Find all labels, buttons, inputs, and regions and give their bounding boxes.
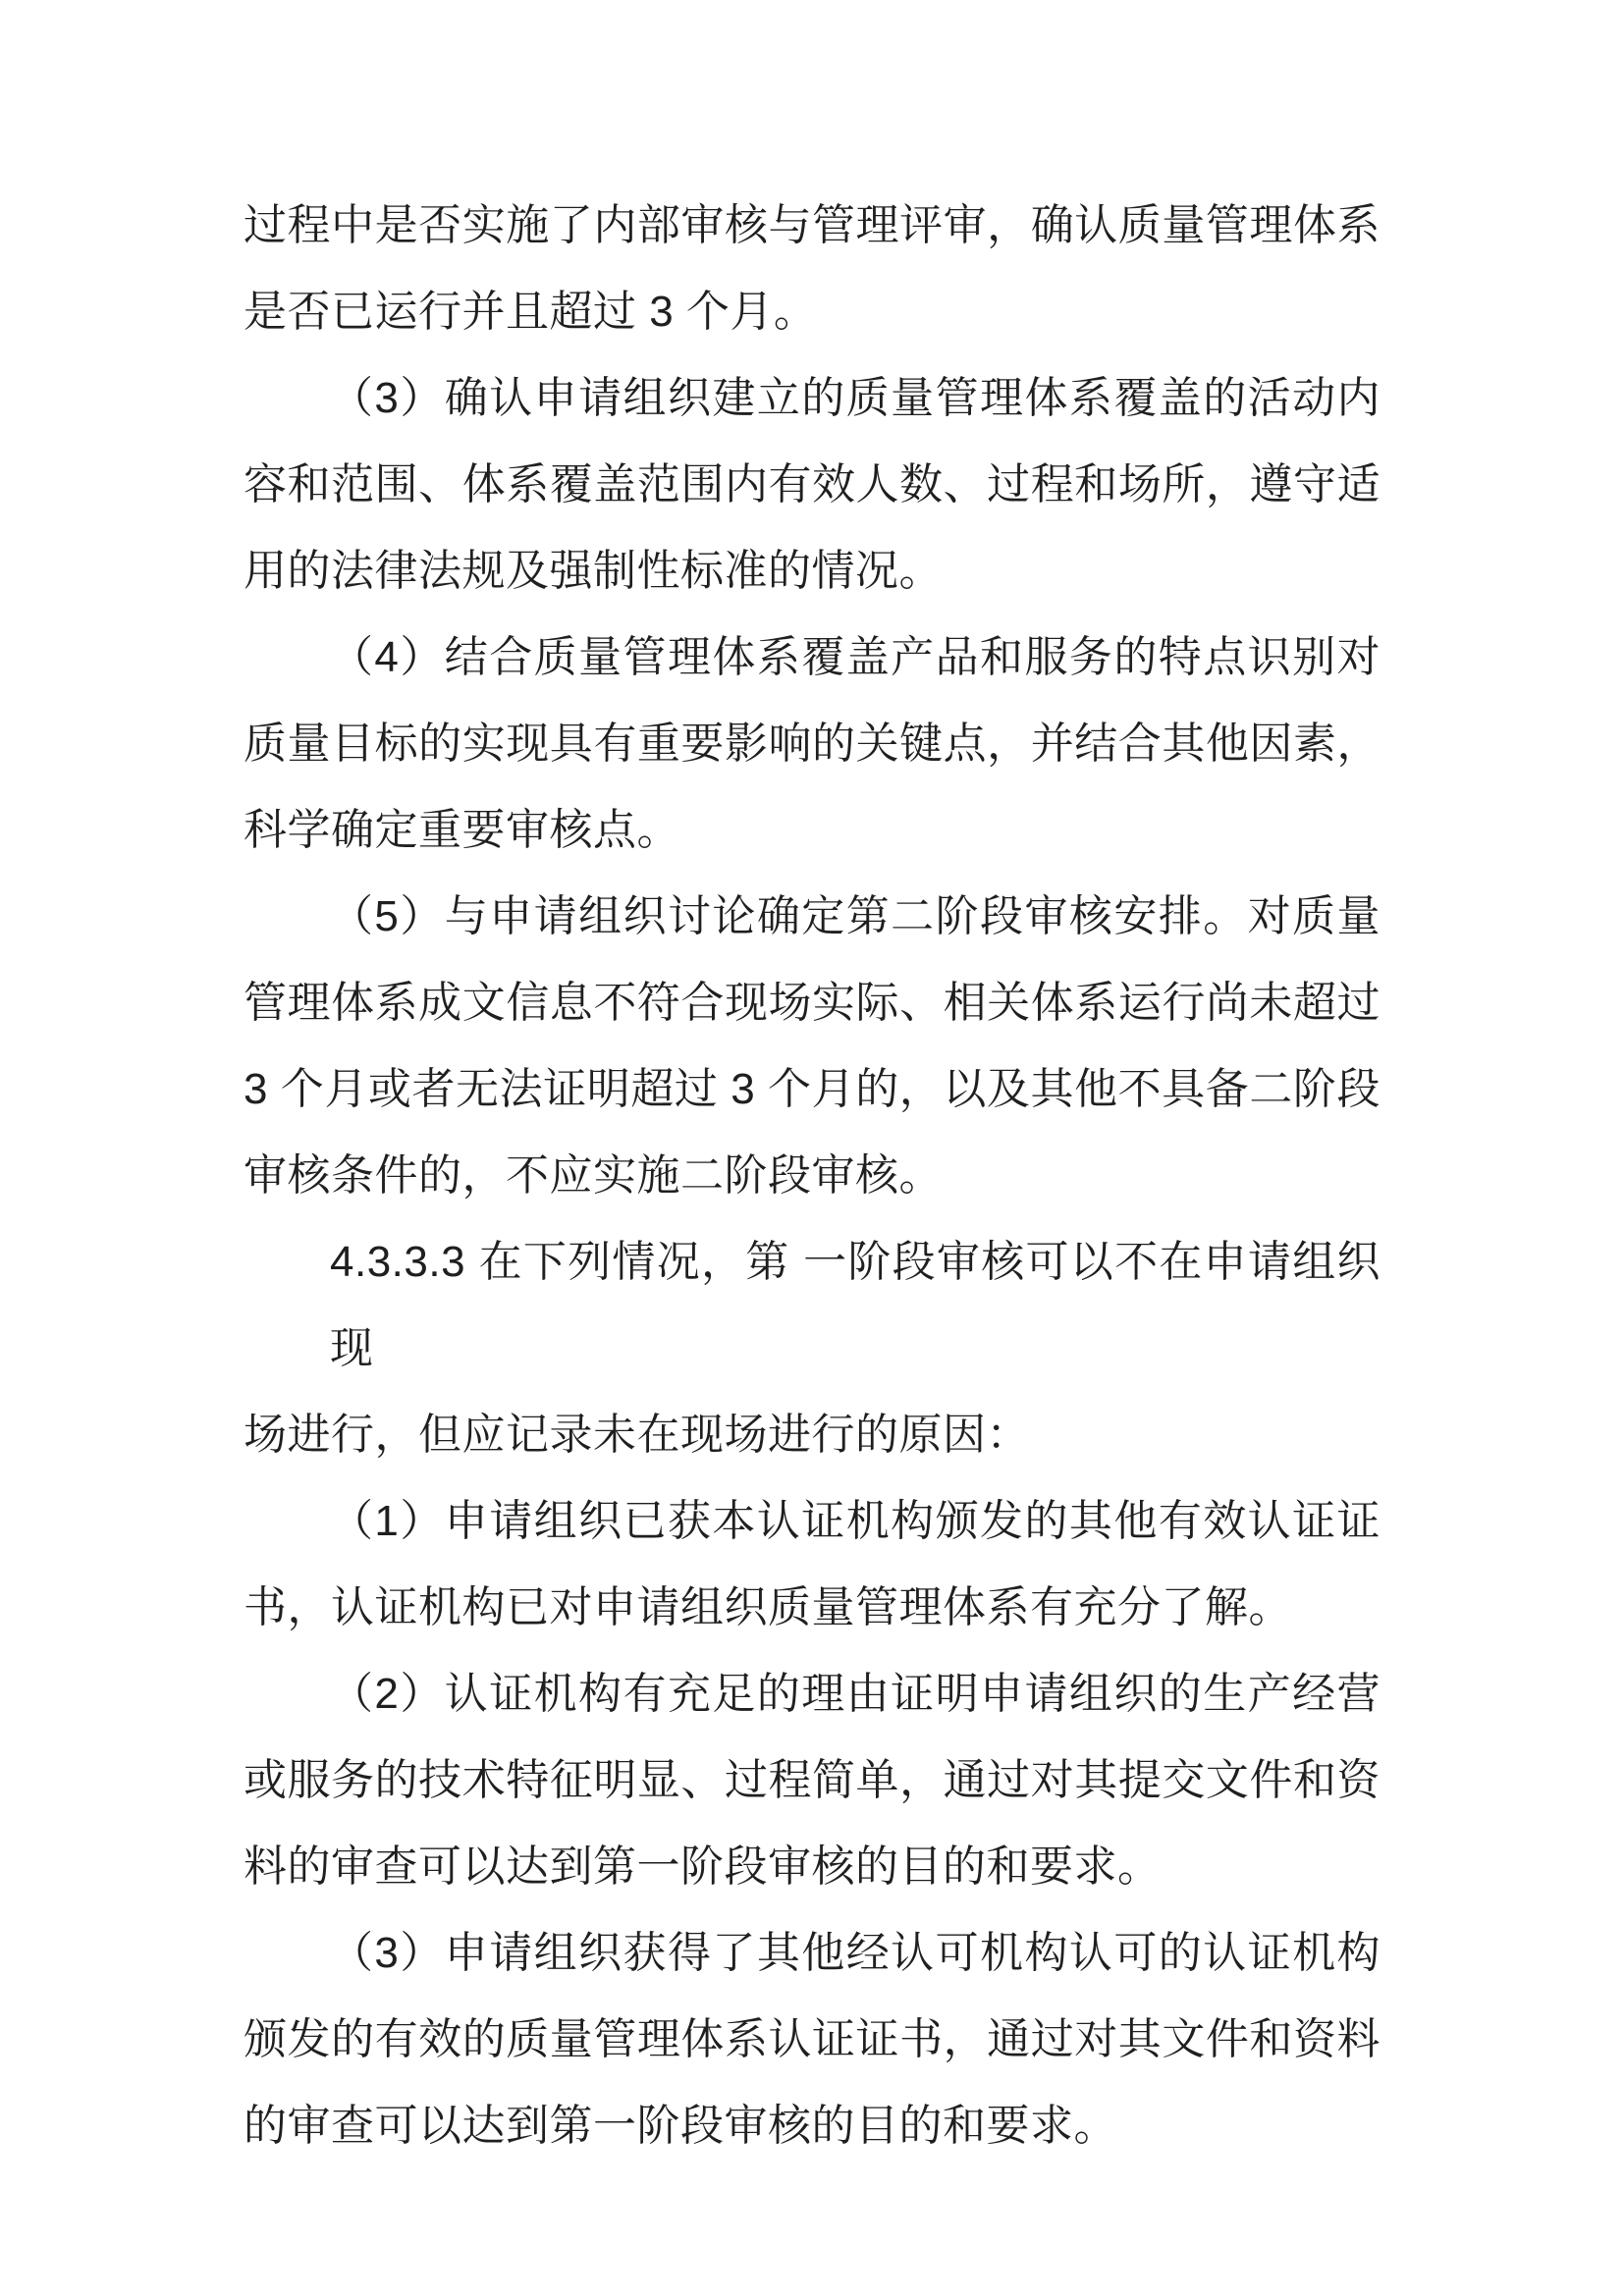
text-line: 科学确定重要审核点。 <box>244 806 680 854</box>
document-text-block <box>244 183 1380 2169</box>
text-line: 容和范围、体系覆盖范围内有效人数、过程和场所，遵守适 <box>244 460 1380 508</box>
text-line: 管理体系成文信息不符合现场实际、相关体系运行尚未超过 <box>244 979 1380 1027</box>
text-line: 的审查可以达到第一阶段审核的目的和要求。 <box>244 2102 1117 2150</box>
text-line: 3 个月或者无法证明超过 3 个月的，以及其他不具备二阶段 <box>244 1065 1380 1113</box>
text-line: 料的审查可以达到第一阶段审核的目的和要求。 <box>244 1842 1162 1891</box>
text-line: （3）确认申请组织建立的质量管理体系覆盖的活动内 <box>330 374 1380 422</box>
text-line: 过程中是否实施了内部审核与管理评审，确认质量管理体系 <box>244 201 1380 249</box>
text-line: 书，认证机构已对申请组织质量管理体系有充分了解。 <box>244 1583 1292 1631</box>
text-line: 或服务的技术特征明显、过程简单，通过对其提交文件和资 <box>244 1756 1380 1804</box>
text-line: （3）申请组织获得了其他经认可机构认可的认证机构 <box>330 1929 1380 1977</box>
text-line: （4）结合质量管理体系覆盖产品和服务的特点识别对 <box>330 633 1380 681</box>
text-line: 场进行，但应记录未在现场进行的原因： <box>244 1411 1030 1459</box>
text-line: 质量目标的实现具有重要影响的关键点，并结合其他因素， <box>244 720 1380 768</box>
text-line: （5）与申请组织讨论确定第二阶段审核安排。对质量 <box>330 892 1380 940</box>
text-line: 是否已运行并且超过 3 个月。 <box>244 288 818 336</box>
text-line: （2）认证机构有充足的理由证明申请组织的生产经营 <box>330 1670 1380 1718</box>
text-line: 审核条件的，不应实施二阶段审核。 <box>244 1151 943 1200</box>
text-line: （1）申请组织已获本认证机构颁发的其他有效认证证 <box>330 1497 1380 1545</box>
text-line: 颁发的有效的质量管理体系认证证书，通过对其文件和资料 <box>244 2015 1380 2063</box>
text-line: 用的法律法规及强制性标准的情况。 <box>244 547 943 595</box>
text-line: 4.3.3.3 在下列情况，第 一阶段审核可以不在申请组织现 <box>330 1238 1380 1372</box>
